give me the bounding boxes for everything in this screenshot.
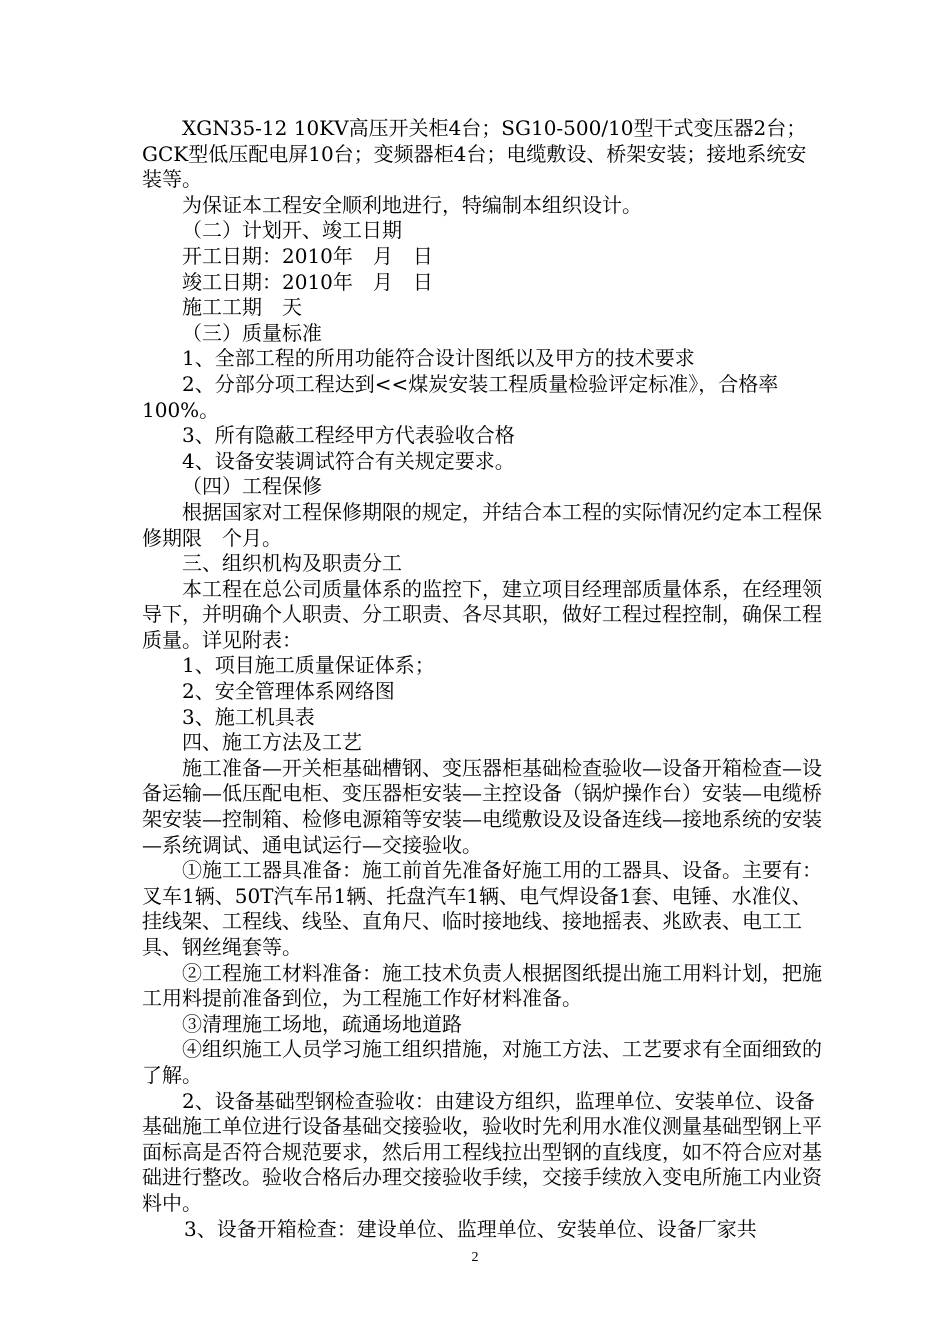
paragraph-equipment-list: XGN35-12 10KV高压开关柜4台；SG10-500/10型干式变压器2台；GCK型低压配电屏10台；变频器柜4台；电缆敷设、桥架安装；接地系统安装等。 bbox=[142, 116, 807, 192]
paragraph-staff-training: ④组织施工人员学习施工组织措施，对施工方法、工艺要求有全面细致的了解。 bbox=[142, 1037, 822, 1087]
quality-item-1: 1、全部工程的所用功能符合设计图纸以及甲方的技术要求 bbox=[182, 346, 695, 371]
start-date: 开工日期：2010年 月 日 bbox=[182, 243, 433, 268]
paragraph-site-clearing: ③清理施工场地，疏通场地道路 bbox=[182, 1011, 462, 1036]
quality-item-4: 4、设备安装调试符合有关规定要求。 bbox=[182, 448, 515, 473]
appendix-item-3: 3、施工机具表 bbox=[182, 704, 315, 729]
quality-item-3: 3、所有隐蔽工程经甲方代表验收合格 bbox=[182, 423, 515, 448]
heading-warranty: （四）工程保修 bbox=[182, 474, 322, 499]
appendix-item-1: 1、项目施工质量保证体系； bbox=[182, 653, 435, 678]
paragraph-process-flow: 施工准备—开关柜基础槽钢、变压器柜基础检查验收—设备开箱检查—设备运输—低压配电柜、变压器柜安装—主控设备（锅炉操作台）安装—电缆桥架安装—控制箱、检修电源箱等安装—电缆敷设及设备连线—接地系统的安装—系统调试、通电试运行—交接验收。 bbox=[142, 755, 822, 857]
paragraph-foundation-inspection: 2、设备基础型钢检查验收：由建设方组织，监理单位、安装单位、设备基础施工单位进行设备基础交接验收，验收时先利用水准仪测量基础型钢上平面标高是否符合规范要求，然后用工程线拉出型钢的直线度，如不符合应对基础进行整改。验收合格后办理交接验收手续，交接手续放入变电所施工内业资料中。 bbox=[142, 1088, 822, 1215]
appendix-item-2: 2、安全管理体系网络图 bbox=[182, 679, 395, 704]
page-number: 2 bbox=[471, 1250, 479, 1265]
heading-quality-standard: （三）质量标准 bbox=[182, 320, 322, 345]
document-body bbox=[142, 116, 822, 1242]
paragraph-organization: 本工程在总公司质量体系的监控下，建立项目经理部质量体系，在经理领导下，并明确个人职责、分工职责、各尽其职，做好工程过程控制，确保工程质量。详见附表： bbox=[142, 576, 822, 652]
construction-period: 施工工期 天 bbox=[182, 295, 302, 320]
paragraph-warranty: 根据国家对工程保修期限的规定，并结合本工程的实际情况约定本工程保修期限 个月。 bbox=[142, 499, 822, 550]
heading-methods: 四、施工方法及工艺 bbox=[182, 730, 362, 755]
heading-schedule: （二）计划开、竣工日期 bbox=[182, 218, 402, 243]
paragraph-tools-prep: ①施工工器具准备：施工前首先准备好施工用的工器具、设备。主要有：叉车1辆、50T汽车吊1辆、托盘汽车1辆、电气焊设备1套、电锤、水准仪、挂线架、工程线、线坠、直角尺、临时接地线、接地摇表、兆欧表、电工工具、钢丝绳套等。 bbox=[142, 858, 822, 959]
paragraph-purpose: 为保证本工程安全顺利地进行，特编制本组织设计。 bbox=[182, 192, 642, 217]
heading-organization: 三、组织机构及职责分工 bbox=[182, 551, 402, 576]
paragraph-materials-prep: ②工程施工材料准备：施工技术负责人根据图纸提出施工用料计划，把施工用料提前准备到位，为工程施工作好材料准备。 bbox=[142, 960, 822, 1011]
paragraph-unpacking-inspection: 3、设备开箱检查：建设单位、监理单位、安装单位、设备厂家共 bbox=[184, 1216, 757, 1241]
completion-date: 竣工日期：2010年 月 日 bbox=[182, 269, 433, 294]
quality-item-2: 2、分部分项工程达到<<煤炭安装工程质量检验评定标准》，合格率100%。 bbox=[142, 371, 779, 422]
